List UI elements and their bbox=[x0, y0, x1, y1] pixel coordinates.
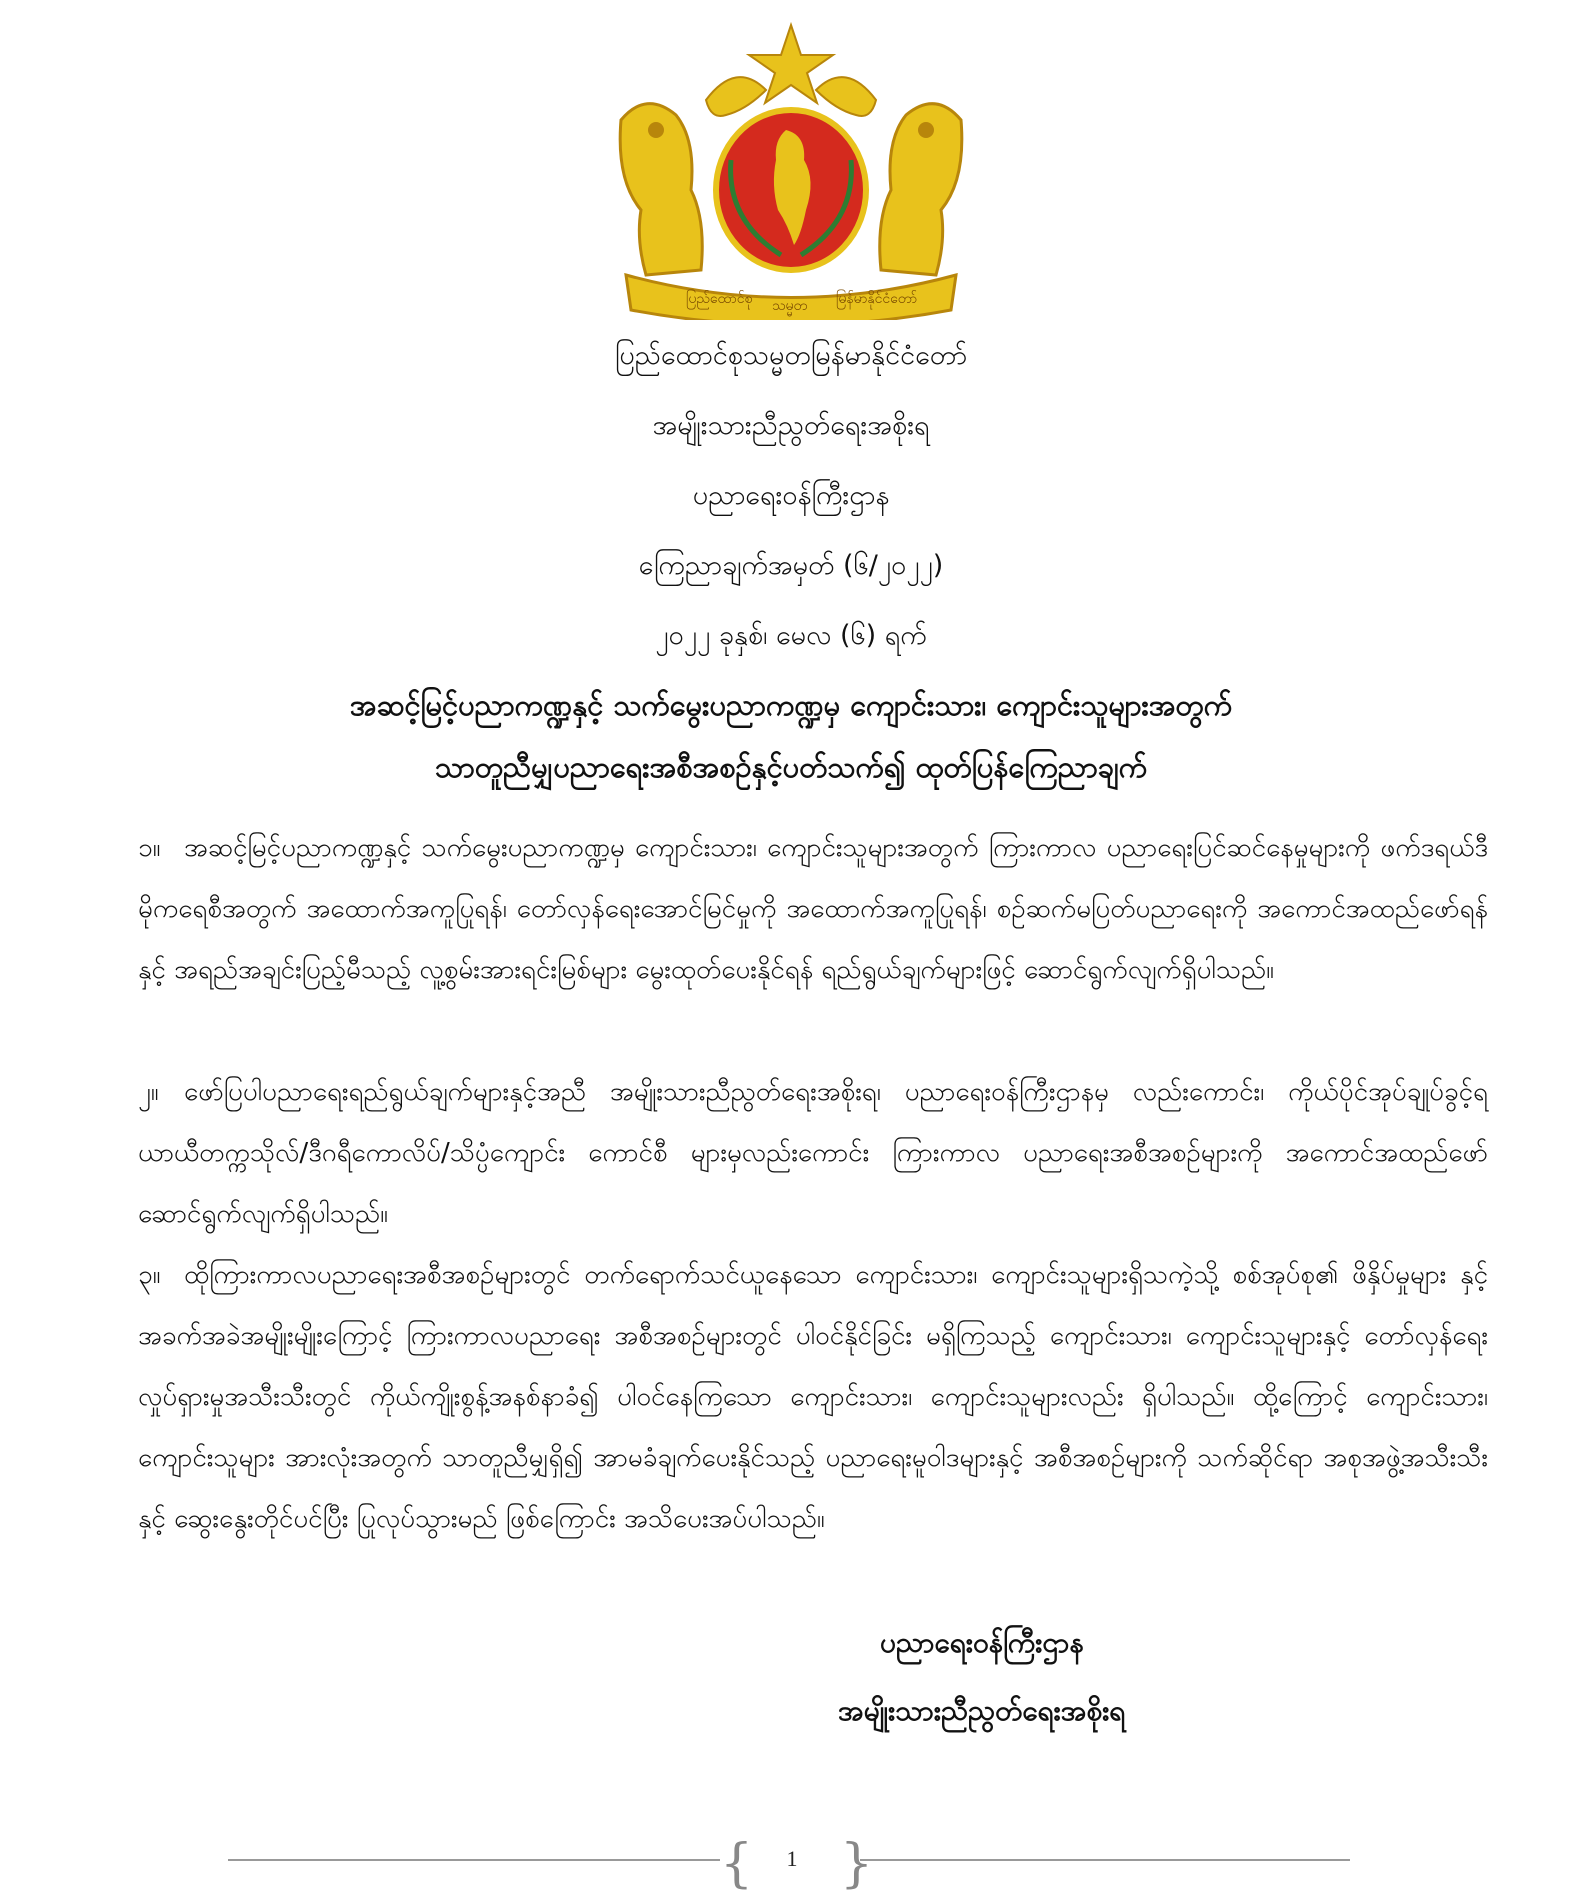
footer-rule-left bbox=[228, 1859, 720, 1861]
signature-government: အမျိုးသားညီညွတ်ရေးအစိုးရ bbox=[838, 1694, 1126, 1727]
header-date: ၂၀၂၂ ခုနှစ်၊ မေလ (၆) ရက် bbox=[655, 620, 927, 651]
paragraph-3 bbox=[138, 1245, 1488, 1550]
footer-brace-right: } bbox=[840, 1834, 874, 1894]
ribbon-text-right: မြန်မာနိုင်ငံတော် bbox=[836, 291, 918, 307]
paragraph-text: ဖော်ပြပါပညာရေးရည်ရွယ်ချက်များနှင့်အညီ အမျိုးသားညီညွတ်ရေးအစိုးရ၊ ပညာရေးဝန်ကြီးဌာနမှ လည်းကောင်း၊ ကိုယ်ပိုင်အုပ်ချုပ်ခွင့်ရ ယာယီတက္ကသိုလ်/ဒီဂရီကောလိပ်/သိပ္ပံကျောင်း ကောင်စီ များမှလည်းကောင်း ကြားကာလ ပညာရေးအစီအစဉ်များကို အကောင်အထည်ဖော် ဆောင်ရွက်လျက်ရှိပါသည်။ bbox=[138, 1077, 1488, 1229]
state-seal-emblem bbox=[606, 20, 976, 320]
header-country-name: ပြည်ထောင်စုသမ္မတမြန်မာနိုင်ငံတော် bbox=[614, 340, 968, 371]
paragraph-1 bbox=[138, 818, 1488, 1001]
header-government-name: အမျိုးသားညီညွတ်ရေးအစိုးရ bbox=[652, 410, 930, 441]
footer-rule-right bbox=[860, 1859, 1350, 1861]
header-announcement-number: ကြေညာချက်အမှတ် (၆/၂၀၂၂) bbox=[638, 550, 944, 581]
signature-ministry: ပညာရေးဝန်ကြီးဌာန bbox=[880, 1626, 1084, 1659]
document-title-line1: အဆင့်မြင့်ပညာကဏ္ဍနှင့် သက်မွေးပညာကဏ္ဍမှ ကျောင်းသား၊ ကျောင်းသူများအတွက် bbox=[349, 688, 1233, 722]
ribbon-text-center: သမ္မတ bbox=[772, 298, 808, 314]
paragraph-text: ထိုကြားကာလပညာရေးအစီအစဉ်များတွင် တက်ရောက်သင်ယူနေသော ကျောင်းသား၊ ကျောင်းသူများရှိသကဲ့သို့ စစ်အုပ်စု၏ ဖိနှိပ်မှုများ နှင့် အခက်အခဲအမျိုးမျိုးကြောင့် ကြားကာလပညာရေး အစီအစဉ်များတွင် ပါဝင်နိုင်ခြင်း မရှိကြသည့် ကျောင်းသား၊ ကျောင်းသူများနှင့် တော်လှန်ရေးလှုပ်ရှားမှုအသီးသီးတွင် ကိုယ်ကျိုးစွန့်အနစ်နာခံ၍ ပါဝင်နေကြသော ကျောင်းသား၊ ကျောင်းသူများလည်း ရှိပါသည်။ ထို့ကြောင့် ကျောင်းသား၊ ကျောင်းသူများ အားလုံးအတွက် သာတူညီမျှရှိ၍ အာမခံချက်ပေးနိုင်သည့် ပညာရေးမူဝါဒများနှင့် အစီအစဉ်များကို သက်ဆိုင်ရာ အစုအဖွဲ့အသီးသီးနှင့် ဆွေးနွေးတိုင်ပင်ပြီး ပြုလုပ်သွားမည် ဖြစ်ကြောင်း အသိပေးအပ်ပါသည်။ bbox=[138, 1260, 1488, 1534]
paragraph-2 bbox=[138, 1062, 1488, 1245]
paragraph-text: အဆင့်မြင့်ပညာကဏ္ဍနှင့် သက်မွေးပညာကဏ္ဍမှ ကျောင်းသား၊ ကျောင်းသူများအတွက် ကြားကာလ ပညာရေးပြင်ဆင်နေမှုများကို ဖက်ဒရယ်ဒီမိုကရေစီအတွက် အထောက်အကူပြုရန်၊ တော်လှန်ရေးအောင်မြင်မှုကို အထောက်အကူပြုရန်၊ စဉ်ဆက်မပြတ်ပညာရေးကို အကောင်အထည်ဖော်ရန် နှင့် အရည်အချင်းပြည့်မီသည့် လူ့စွမ်းအားရင်းမြစ်များ မွေးထုတ်ပေးနိုင်ရန် ရည်ရွယ်ချက်များဖြင့် ဆောင်ရွက်လျက်ရှိပါသည်။ bbox=[138, 833, 1488, 985]
page-number: 1 bbox=[786, 1846, 798, 1871]
paragraph-number: ၁။ bbox=[138, 833, 161, 863]
footer-brace-left: { bbox=[720, 1834, 754, 1894]
paragraph-number: ၃။ bbox=[138, 1260, 161, 1290]
paragraph-number: ၂။ bbox=[138, 1077, 159, 1107]
document-title-line2: သာတူညီမျှပညာရေးအစီအစဉ်နှင့်ပတ်သက်၍ ထုတ်ပြန်ကြေညာချက် bbox=[434, 750, 1148, 784]
ribbon-text-left: ပြည်ထောင်စု bbox=[686, 291, 753, 307]
header-ministry-name: ပညာရေးဝန်ကြီးဌာန bbox=[692, 480, 890, 511]
